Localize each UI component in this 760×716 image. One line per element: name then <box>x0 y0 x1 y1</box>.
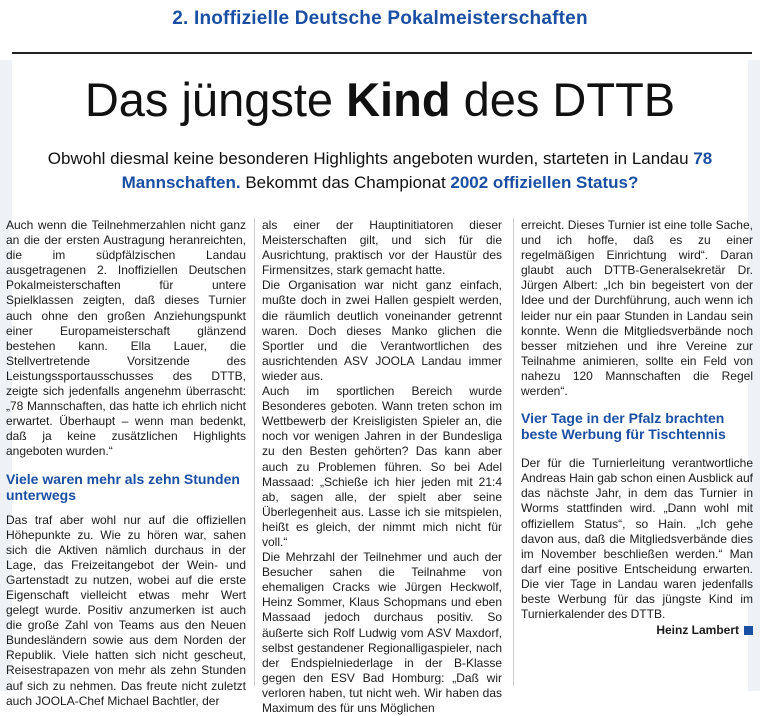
deck-text-1: Obwohl diesmal keine besonderen Highlights angeboten wurden, starteten in Landau <box>47 149 694 168</box>
article-deck <box>20 147 740 195</box>
headline-part-2: des DTTB <box>450 73 676 126</box>
article-headline <box>0 70 760 130</box>
subheading: Vier Tage in der Pfalz brachten beste Werbung für Tischtennis <box>521 410 726 443</box>
headline-bold-word: Kind <box>346 73 451 126</box>
paragraph: als einer der Hauptinitiatoren dieser Meisterschaften gilt, und sich für die Ausrichtung, praktisch vor der Haustür des Firmensitzes, stark gemacht hatte. <box>262 218 502 278</box>
end-of-article-square-icon <box>744 626 753 635</box>
article-column-1 <box>6 218 246 708</box>
paragraph: erreicht. Dieses Turnier ist eine tolle Sache, und ich hoffe, daß es zu einer regelmäßigen Einrichtung wird“. Daran glaubt auch DTTB-Generalsekretär Dr. Jürgen Albert: „Ich bin begeistert von der Idee und der Durchführung, auch wenn ich leider nur ein paar Stunden in Landau sein konnte. Wenn die Mitgliedsverbände noch besser mitziehen und ihre Vereine zur Teilnahme animieren, sollte ein Feld von nahezu 120 Mannschaften die Regel werden“. <box>521 218 753 399</box>
section-kicker: 2. Inoffizielle Deutsche Pokalmeisterschaften <box>172 8 588 29</box>
header-rule <box>12 52 752 54</box>
paragraph: Auch wenn die Teilnehmerzahlen nicht ganz an die der ersten Austragung heranreichten, die im südpfälzischen Landau ausgetragenen 2. Inoffiziellen Deutschen Pokalmeisterschaften für untere Spielklassen zeigten, daß dieses Turnier auch ohne den großen Anziehungspunkt einer Europameisterschaft glänzend bestehen kann. Ella Lauer, die Stellvertretende Vorsitzende des Leistungssportausschusses des DTTB, zeigte sich jedenfalls angenehm überrascht: „78 Mannschaften, das hatte ich ehrlich nicht erwartet. Überhaupt – wenn man bedenkt, daß ja keine zusätzlichen Highlights angeboten wurden.“ <box>6 218 246 459</box>
paragraph: Auch im sportlichen Bereich wurde Besonderes geboten. Wann treten schon im Wettbewerb der Kreisligisten Spieler an, die noch vor wenigen Jahren in der Bundesliga zu den Besten gehörten? Das kann aber auch zu Problemen führen. So bei Adel Massaad: „Schieße ich hier jeden mit 21:4 ab, sagen alle, der spielt aber seine Überlegenheit aus. Lasse ich sie mitspielen, heißt es gleich, der nimmt mich nicht für voll.“ <box>262 384 502 549</box>
author-byline <box>521 623 753 638</box>
column-divider <box>254 218 255 686</box>
deck-highlight-2: 2002 offiziellen Status? <box>450 173 639 192</box>
paragraph: Das traf aber wohl nur auf die offiziellen Höhepunkte zu. Wie zu hören war, sahen sich die Aktiven nämlich durchaus in der Lage, das Freizeitangebot der Wein- und Gartenstadt zu nutzen, wobei auf die erste Eigenschaft vielleicht etwas mehr Wert gelegt wurde. Positiv anzumerken ist auch die große Zahl von Teams aus den Neuen Bundesländern sowie aus dem Norden der Republik. Viele hatten sich nicht gescheut, Reisestrapazen von mehr als zehn Stunden auf sich zu nehmen. Das freute nicht zuletzt auch JOOLA-Chef Michael Bachtler, der <box>6 512 246 708</box>
deck-text-2: Bekommt das Championat <box>240 173 451 192</box>
article-column-3 <box>521 218 753 688</box>
column-divider <box>513 218 514 686</box>
headline-part-1: Das jüngste <box>84 73 347 126</box>
deck-highlight-1: 78 Mannschaften. <box>121 149 713 192</box>
subheading: Viele waren mehr als zehn Stunden unterwegs <box>6 470 240 503</box>
article-column-2 <box>262 218 502 715</box>
paragraph: Der für die Turnierleitung verantwortliche Andreas Hain gab schon einen Ausblick auf das nächste Jahr, in dem das Turnier in Worms stattfinden wird. „Dann wohl mit offiziellem Status“, so Hain. „Ich gehe davon aus, daß die Mitgliedsverbände dies im November beschließen werden.“ Man darf eine positive Entscheidung erwarten. Die vier Tage in Landau waren jedenfalls beste Werbung für das jüngste Kind im Turnierkalender des DTTB. <box>521 456 753 622</box>
paragraph: Die Mehrzahl der Teilnehmer und auch der Besucher sahen die Teilnahme von ehemaligen Cracks wie Jürgen Heckwolf, Heinz Sommer, Klaus Schopmans und eben Massaad jedoch durchaus positiv. So äußerte sich Rolf Ludwig vom ASV Maxdorf, selbst gestandener Regionalligaspieler, nach der Endspielniederlage in der B-Klasse gegen den ESV Bad Homburg: „Daß wir verloren haben, tut nicht weh. Wir haben das Maximum des für uns Möglichen <box>262 550 502 715</box>
paragraph: Die Organisation war nicht ganz einfach, mußte doch in zwei Hallen gespielt werden, die räumlich deutlich voneinander getrennt waren. Doch dieses Manko glichen die Sportler und die Verantwortlichen des ausrichtenden ASV JOOLA Landau immer wieder aus. <box>262 278 502 383</box>
author-name: Heinz Lambert <box>656 623 739 638</box>
